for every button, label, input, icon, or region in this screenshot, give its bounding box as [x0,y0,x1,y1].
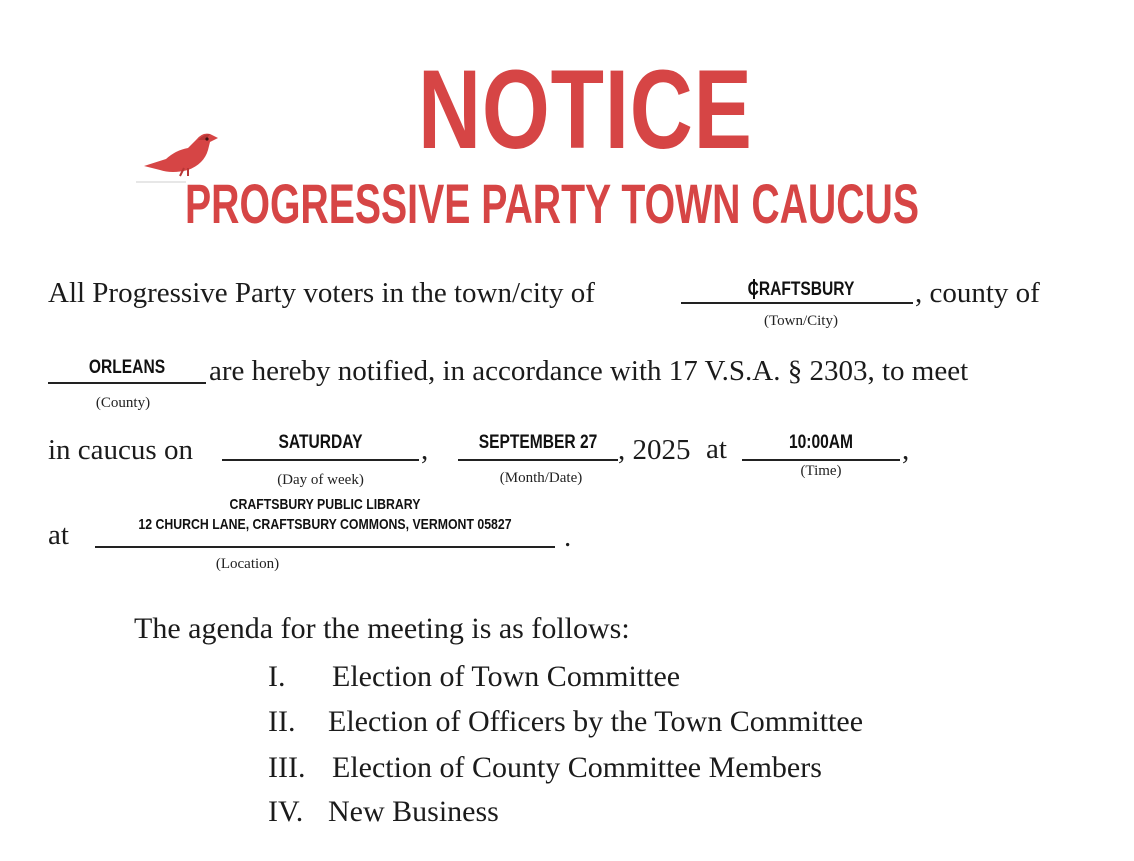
location-caption: (Location) [215,556,280,572]
notified-text: are hereby notified, in accordance with 17 V.S.A. § 2303, to meet [209,355,969,387]
county-caption: (County) [95,395,151,411]
agenda-numeral: III. [268,751,306,784]
town-caption: (Town/City) [764,313,838,329]
caucus-subtitle: PROGRESSIVE PARTY TOWN CAUCUS [185,172,920,235]
agenda-intro: The agenda for the meeting is as follows: [134,612,630,645]
location-value-line2: 12 CHURCH LANE, CRAFTSBURY COMMONS, VERMONT 05827 [138,516,512,533]
comma-separator: , [421,434,429,466]
time-caption: (Time) [800,463,842,479]
agenda-item-new-business: New Business [328,795,499,828]
county-value: ORLEANS [88,357,166,378]
date-caption: (Month/Date) [499,470,583,486]
location-value-line1: CRAFTSBURY PUBLIC LIBRARY [229,496,421,513]
day-value: SATURDAY [278,432,363,453]
notice-title: NOTICE [418,47,753,172]
period: . [564,521,572,553]
agenda-item-officers: Election of Officers by the Town Committee [328,705,864,738]
agenda-item-town-committee: Election of Town Committee [332,660,681,693]
agenda-numeral: II. [268,705,296,738]
at-label: at [706,433,727,465]
date-value: SEPTEMBER 27 [478,432,598,453]
year-text: , 2025 [618,434,691,466]
location-blank[interactable] [95,522,555,548]
agenda-item-county-committee: Election of County Committee Members [332,751,822,784]
caucus-on-label: in caucus on [48,434,193,466]
county-label: , county of [915,277,1040,309]
agenda-numeral: I. [268,660,286,693]
town-value: CRAFTSBURY [747,279,855,300]
agenda-numeral: IV. [268,795,304,828]
intro-line-start: All Progressive Party voters in the town/city of [48,277,595,309]
day-caption: (Day of week) [277,472,364,488]
comma-separator: , [902,434,910,466]
time-value: 10:00AM [788,432,854,453]
at-location-label: at [48,519,69,551]
